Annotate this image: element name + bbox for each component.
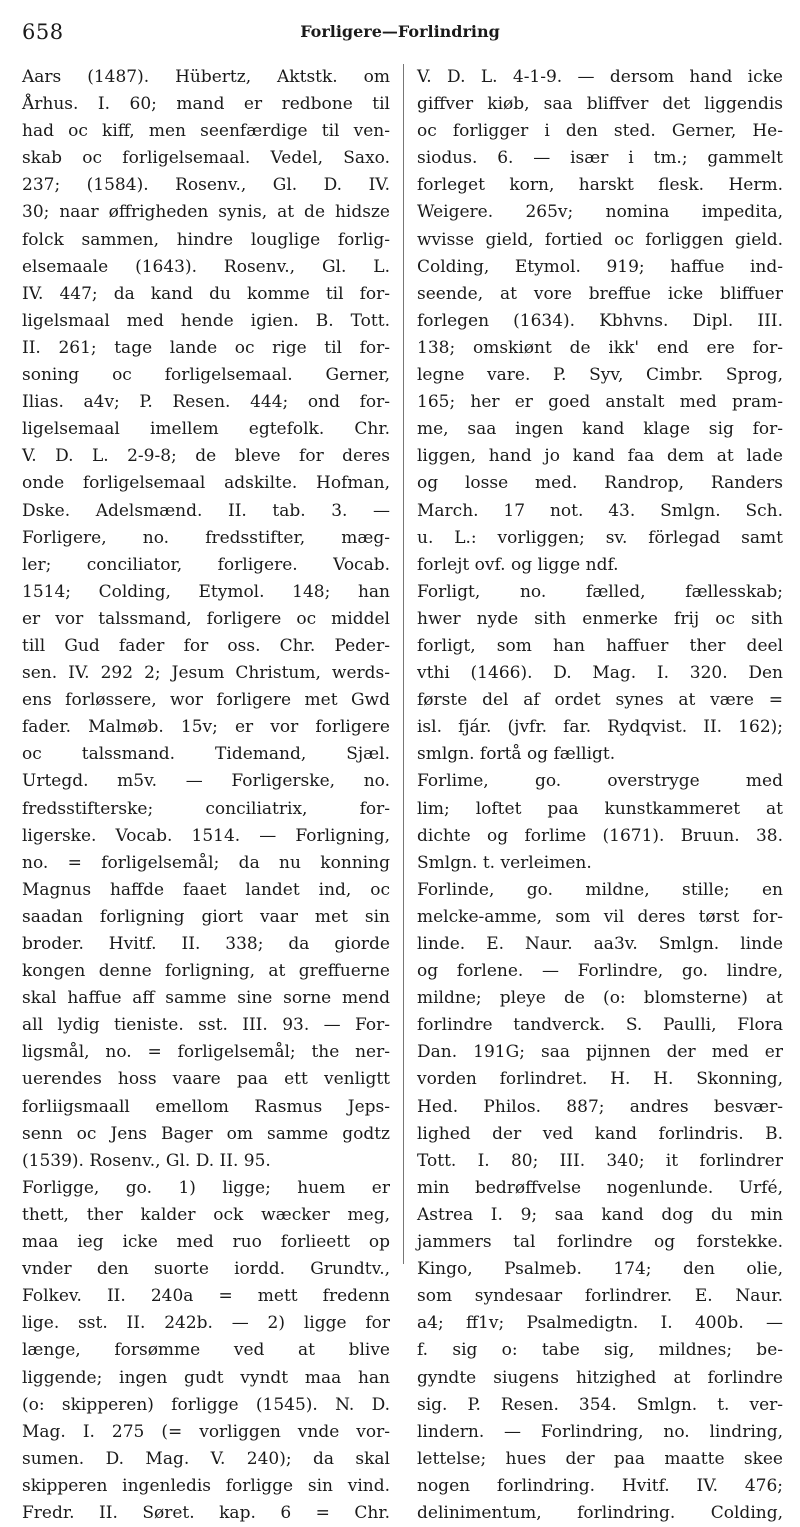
left-column-line: broder. Hvitf. II. 338; da giorde [22, 934, 390, 954]
left-column-line: Urtegd. m5v. — Forligerske, no. [22, 771, 390, 792]
right-column-line: min bedrøffvelse nogenlunde. Urfé, [417, 1177, 783, 1198]
right-column-line: f. sig o: tabe sig, mildnes; be- [417, 1340, 783, 1361]
left-column-line: skal haffue aff samme sine sorne mend [22, 988, 390, 1009]
left-column-line: onde forligelsemaal adskilte. Hofman, [22, 473, 390, 494]
left-column-line: ligelsmaal med hende igien. B. Tott. [22, 310, 390, 331]
right-column-line: V. D. L. 4-1-9. — dersom hand icke [417, 67, 783, 87]
right-column-line: lighed der ved kand forlindris. B. [417, 1123, 783, 1144]
left-column-line: 237; (1584). Rosenv., Gl. D. IV. [22, 175, 390, 196]
left-column-line: 1514; Colding, Etymol. 148; han [22, 581, 390, 602]
left-column-line: Fredr. II. Søret. kap. 6 = Chr. [22, 1502, 390, 1523]
left-column-line: er vor talssmand, forligere oc middel [22, 608, 390, 629]
right-column-line: sig. P. Resen. 354. Smlgn. t. ver- [417, 1394, 783, 1415]
right-column-line: Smlgn. t. verleimen. [417, 852, 592, 873]
left-column-line: maa ieg icke med ruo forlieett op [22, 1232, 390, 1253]
right-column-line: Dan. 191G; saa pijnnen der med er [417, 1042, 783, 1063]
right-column-line: Forlime, go. overstryge med [417, 771, 783, 792]
right-column-line: giffver kiøb, saa bliffver det liggendis [417, 94, 783, 115]
right-column-line: wvisse gield, fortied oc forliggen gield. [417, 229, 783, 250]
right-column-line: linde. E. Naur. aa3v. Smlgn. linde [417, 934, 783, 954]
right-column-line: forlegen (1634). Kbhvns. Dipl. III. [417, 310, 783, 331]
right-column-line: Forligt, no. fælled, fællesskab; [417, 581, 783, 602]
left-column-line: liggende; ingen gudt vyndt maa han [22, 1367, 390, 1388]
right-column-line: liggen, hand jo kand faa dem at lade [417, 446, 783, 467]
column-divider [403, 64, 404, 1264]
right-column-line: forlejt ovf. og ligge ndf. [417, 554, 619, 575]
left-column-line: saadan forligning giort vaar met sin [22, 906, 390, 927]
right-column-line: forleget korn, harskt flesk. Herm. [417, 175, 783, 196]
right-column-line: jammers tal forlindre og forstekke. [417, 1232, 783, 1253]
right-column-line: nogen forlindring. Hvitf. IV. 476; [417, 1475, 783, 1496]
left-column-line: Aars (1487). Hübertz, Aktstk. om [22, 67, 390, 87]
right-column-line: lim; loftet paa kunstkammeret at [417, 798, 783, 819]
right-column-line: legne vare. P. Syv, Cimbr. Sprog, [417, 365, 783, 386]
right-column-line: a4; ff1v; Psalmedigtn. I. 400b. — [417, 1313, 783, 1334]
left-column-line: Forligere, no. fredsstifter, mæg- [22, 527, 390, 548]
right-column-line: 138; omskiønt de ikk' end ere for- [417, 337, 783, 358]
left-column-line: ler; conciliator, forligere. Vocab. [22, 554, 390, 575]
right-column-line: u. L.: vorliggen; sv. förlegad samt [417, 527, 783, 548]
left-column-line: senn oc Jens Bager om samme godtz [22, 1123, 390, 1144]
right-column-line: smlgn. fortå og fælligt. [417, 744, 616, 765]
right-column-line: gyndte siugens hitzighed at forlindre [417, 1367, 783, 1388]
left-column-line: Forligge, go. 1) ligge; huem er [22, 1177, 390, 1198]
right-column-line: og losse med. Randrop, Randers [417, 473, 783, 494]
left-column-line: Mag. I. 275 (= vorliggen vnde vor- [22, 1421, 390, 1442]
left-column-line: V. D. L. 2-9-8; de bleve for deres [22, 446, 390, 467]
left-column-line: thett, ther kalder ock wæcker meg, [22, 1204, 390, 1225]
left-column-line: ligsmål, no. = forligelsemål; the ner- [22, 1042, 390, 1063]
left-column-line: ens forløssere, wor forligere met Gwd [22, 690, 390, 711]
left-column-line: lige. sst. II. 242b. — 2) ligge for [22, 1313, 390, 1334]
right-column-line: Kingo, Psalmeb. 174; den olie, [417, 1259, 783, 1280]
left-column-line: no. = forligelsemål; da nu konning [22, 852, 390, 873]
left-column-line: had oc kiff, men seenfærdige til ven- [22, 121, 390, 142]
left-column-line: soning oc forligelsemaal. Gerner, [22, 365, 390, 386]
left-column-line: uerendes hoss vaare paa ett venligtt [22, 1069, 390, 1090]
left-column-line: Dske. Adelsmænd. II. tab. 3. — [22, 500, 390, 521]
left-column-line: skab oc forligelsemaal. Vedel, Saxo. [22, 148, 390, 169]
right-column-line: me, saa ingen kand klage sig for- [417, 419, 783, 440]
right-column-line: seende, at vore breffue icke bliffuer [417, 283, 783, 304]
left-column-line: oc talssmand. Tidemand, Sjæl. [22, 744, 390, 765]
right-column-line: Astrea I. 9; saa kand dog du min [417, 1204, 783, 1225]
running-title: Forligere—Forlindring [300, 22, 500, 41]
right-column-line: forlindre tandverck. S. Paulli, Flora [417, 1015, 783, 1036]
right-column-line: melcke-amme, som vil deres tørst for- [417, 906, 783, 927]
left-column-line: till Gud fader for oss. Chr. Peder- [22, 635, 390, 656]
right-column-line: dichte og forlime (1671). Bruun. 38. [417, 825, 783, 846]
left-column-line: all lydig tieniste. sst. III. 93. — For- [22, 1015, 390, 1036]
right-column-line: vorden forlindret. H. H. Skonning, [417, 1069, 783, 1090]
left-column-line: ligelsemaal imellem egtefolk. Chr. [22, 419, 390, 440]
left-column-line: sumen. D. Mag. V. 240); da skal [22, 1448, 390, 1469]
left-column-line: II. 261; tage lande oc rige til for- [22, 337, 390, 358]
right-column-line: isl. fjár. (jvfr. far. Rydqvist. II. 162); [417, 717, 783, 738]
right-column-line: lettelse; hues der paa maatte skee [417, 1448, 783, 1469]
left-column-line: fader. Malmøb. 15v; er vor forligere [22, 717, 390, 738]
right-column-line: og forlene. — Forlindre, go. lindre, [417, 961, 783, 982]
left-column-line: skipperen ingenledis forligge sin vind. [22, 1475, 390, 1496]
right-column-line: vthi (1466). D. Mag. I. 320. Den [417, 663, 783, 684]
right-column-line: March. 17 not. 43. Smlgn. Sch. [417, 500, 783, 521]
right-column-line: delinimentum, forlindring. Colding, [417, 1502, 783, 1523]
right-column-line: mildne; pleye de (o: blomsterne) at [417, 988, 783, 1009]
right-column-line: forligt, som han haffuer ther deel [417, 635, 783, 656]
right-column-line: lindern. — Forlindring, no. lindring, [417, 1421, 783, 1442]
right-column-line: siodus. 6. — især i tm.; gammelt [417, 148, 783, 169]
right-column-line: som syndesaar forlindrer. E. Naur. [417, 1286, 783, 1307]
left-column-line: længe, forsømme ved at blive [22, 1340, 390, 1361]
right-column [417, 64, 783, 1523]
left-column [22, 64, 390, 1523]
right-column-line: Tott. I. 80; III. 340; it forlindrer [417, 1150, 783, 1171]
page-number: 658 [22, 20, 64, 44]
left-column-line: forliigsmaall emellom Rasmus Jeps- [22, 1096, 390, 1117]
right-column-line: Weigere. 265v; nomina impedita, [417, 202, 783, 223]
left-column-line: 30; naar øffrigheden synis, at de hidsze [22, 202, 390, 223]
left-column-line: Ilias. a4v; P. Resen. 444; ond for- [22, 392, 390, 413]
right-column-line: Hed. Philos. 887; andres besvær- [417, 1096, 783, 1117]
left-column-line: (o: skipperen) forligge (1545). N. D. [22, 1394, 390, 1415]
left-column-line: Magnus haffde faaet landet ind, oc [22, 879, 390, 900]
right-column-line: 165; her er goed anstalt med pram- [417, 392, 783, 413]
left-column-line: Folkev. II. 240a = mett fredenn [22, 1286, 390, 1307]
right-column-line: oc forligger i den sted. Gerner, He- [417, 121, 783, 142]
left-column-line: elsemaale (1643). Rosenv., Gl. L. [22, 256, 390, 277]
left-column-line: folck sammen, hindre louglige forlig- [22, 229, 390, 250]
right-column-line: Forlinde, go. mildne, stille; en [417, 879, 783, 900]
left-column-line: IV. 447; da kand du komme til for- [22, 283, 390, 304]
left-column-line: (1539). Rosenv., Gl. D. II. 95. [22, 1150, 271, 1171]
left-column-line: ligerske. Vocab. 1514. — Forligning, [22, 825, 390, 846]
right-column-line: hwer nyde sith enmerke frij oc sith [417, 608, 783, 629]
right-column-line: første del af ordet synes at være = [417, 690, 783, 711]
left-column-line: kongen denne forligning, at greffuerne [22, 961, 390, 982]
left-column-line: sen. IV. 292 2; Jesum Christum, werds- [22, 663, 390, 684]
left-column-line: Århus. I. 60; mand er redbone til [22, 94, 390, 115]
left-column-line: vnder den suorte iordd. Grundtv., [22, 1259, 390, 1280]
right-column-line: Colding, Etymol. 919; haffue ind- [417, 256, 783, 277]
left-column-line: fredsstifterske; conciliatrix, for- [22, 798, 390, 819]
